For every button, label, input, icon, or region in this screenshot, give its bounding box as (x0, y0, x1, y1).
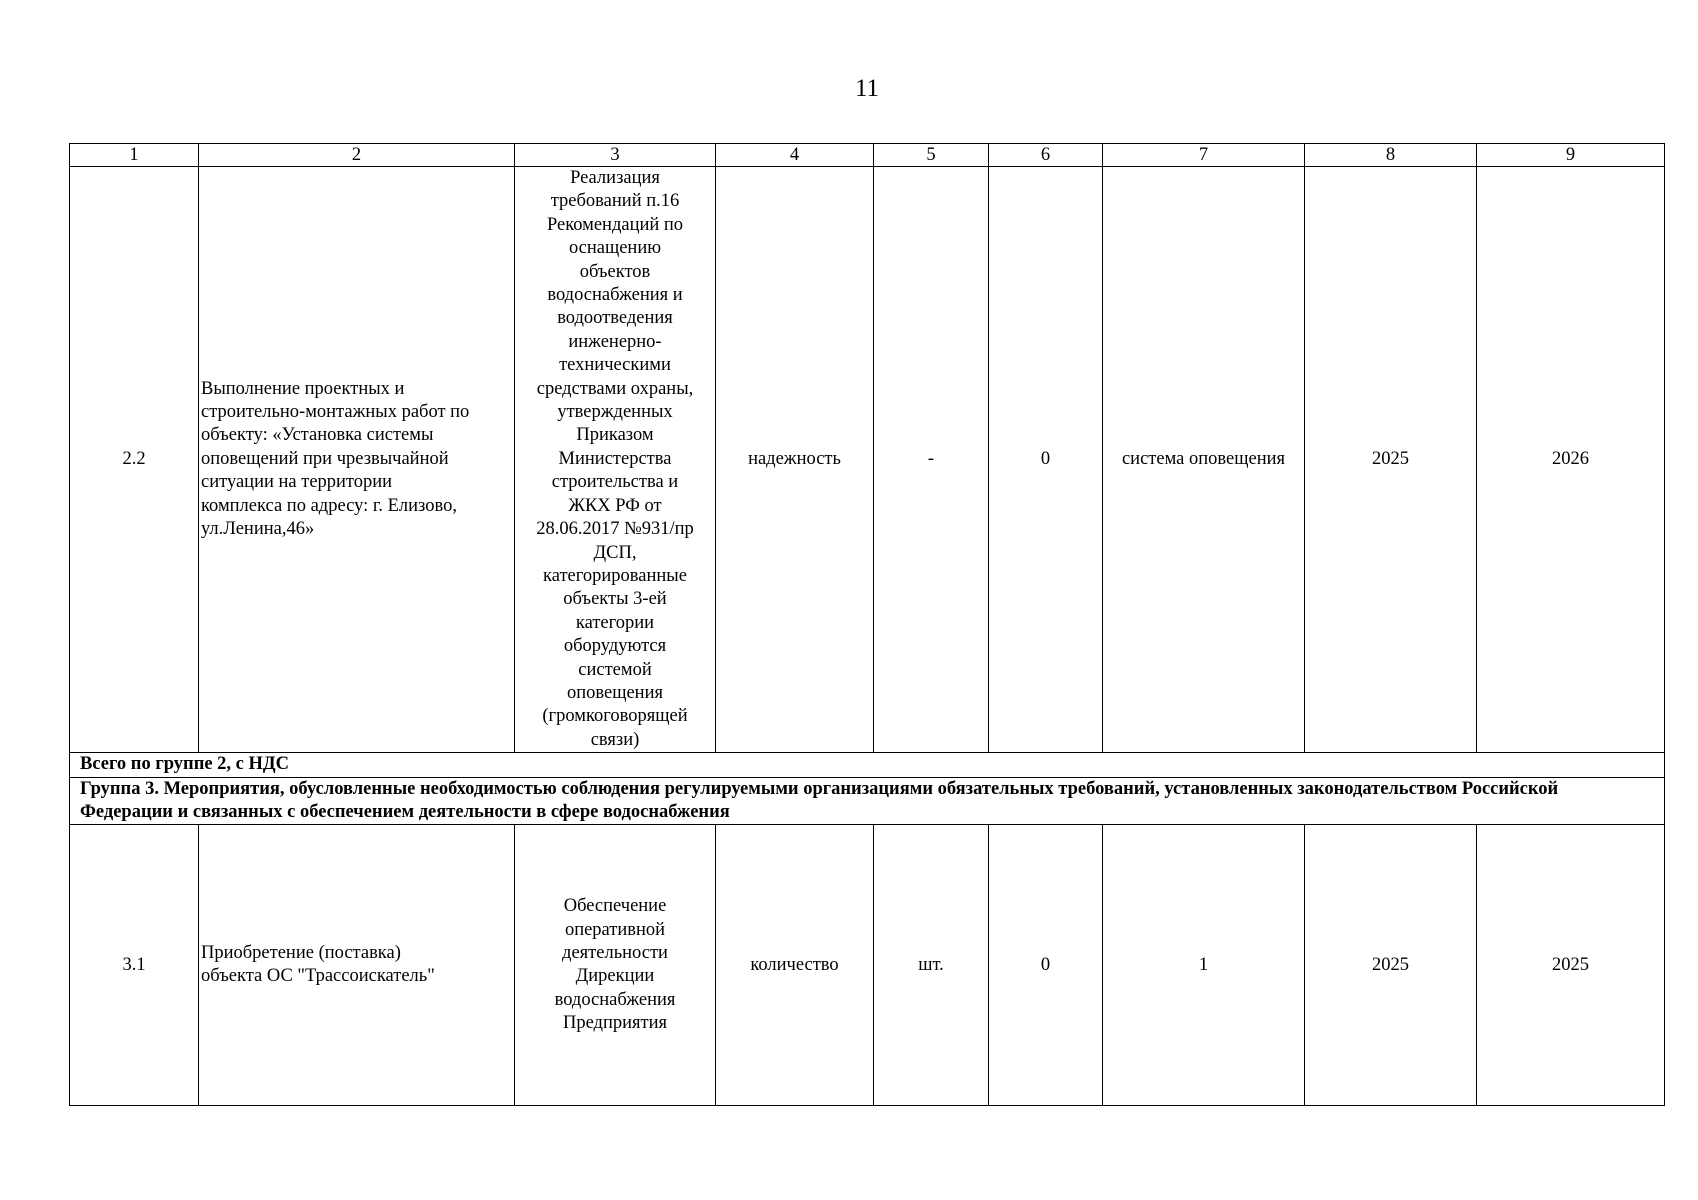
table-row (70, 825, 1665, 1106)
column-number-cell: 9 (1477, 144, 1665, 167)
year-start-cell: 2025 (1305, 825, 1477, 1106)
page-number: 11 (854, 75, 880, 102)
indicator-cell: надежность (716, 167, 874, 753)
value-before-cell: 0 (989, 167, 1103, 753)
indicator-cell: количество (716, 825, 874, 1106)
column-number-row (70, 144, 1665, 167)
row-number-cell: 3.1 (70, 825, 199, 1106)
column-number-cell: 3 (515, 144, 716, 167)
measure-name-cell: Выполнение проектных и строительно-монтажных работ по объекту: «Установка системы оповещений при чрезвычайной ситуации на территории комплекса по адресу: г. Елизово, ул.Ленина,46» (199, 167, 515, 753)
value-before-cell: 0 (989, 825, 1103, 1106)
year-end-cell: 2026 (1477, 167, 1665, 753)
measure-reason-cell: Обеспечение оперативной деятельности Дирекции водоснабжения Предприятия (515, 825, 716, 1106)
value-after-cell: 1 (1103, 825, 1305, 1106)
measure-name-cell: Приобретение (поставка) объекта ОС "Трассоискатель" (199, 825, 515, 1106)
unit-cell: - (874, 167, 989, 753)
column-number-cell: 1 (70, 144, 199, 167)
measures-table (69, 143, 1665, 1106)
measure-reason-cell: Реализация требований п.16 Рекомендаций по оснащению объектов водоснабжения и водоотведения инженерно- техническими средствами охраны, утвержденных Приказом Министерства строительства и ЖКХ РФ от 28.06.2017 №931/пр ДСП, категорированные объекты 3-ей категории оборудуются системой оповещения (громкоговорящей связи) (515, 167, 716, 753)
column-number-cell: 2 (199, 144, 515, 167)
value-after-cell: система оповещения (1103, 167, 1305, 753)
group-title-label: Группа 3. Мероприятия, обусловленные необходимостью соблюдения регулируемыми организациями обязательных требований, установленных законодательством Российской Федерации и связанных с обеспечением деятельности в сфере водоснабжения (70, 777, 1665, 825)
unit-cell: шт. (874, 825, 989, 1106)
table-row (70, 167, 1665, 753)
column-number-cell: 7 (1103, 144, 1305, 167)
column-number-cell: 8 (1305, 144, 1477, 167)
row-number-cell: 2.2 (70, 167, 199, 753)
column-number-cell: 6 (989, 144, 1103, 167)
year-start-cell: 2025 (1305, 167, 1477, 753)
group-total-row (70, 753, 1665, 777)
group-total-label: Всего по группе 2, с НДС (70, 753, 1665, 777)
year-end-cell: 2025 (1477, 825, 1665, 1106)
column-number-cell: 5 (874, 144, 989, 167)
group-title-row (70, 777, 1665, 825)
column-number-cell: 4 (716, 144, 874, 167)
